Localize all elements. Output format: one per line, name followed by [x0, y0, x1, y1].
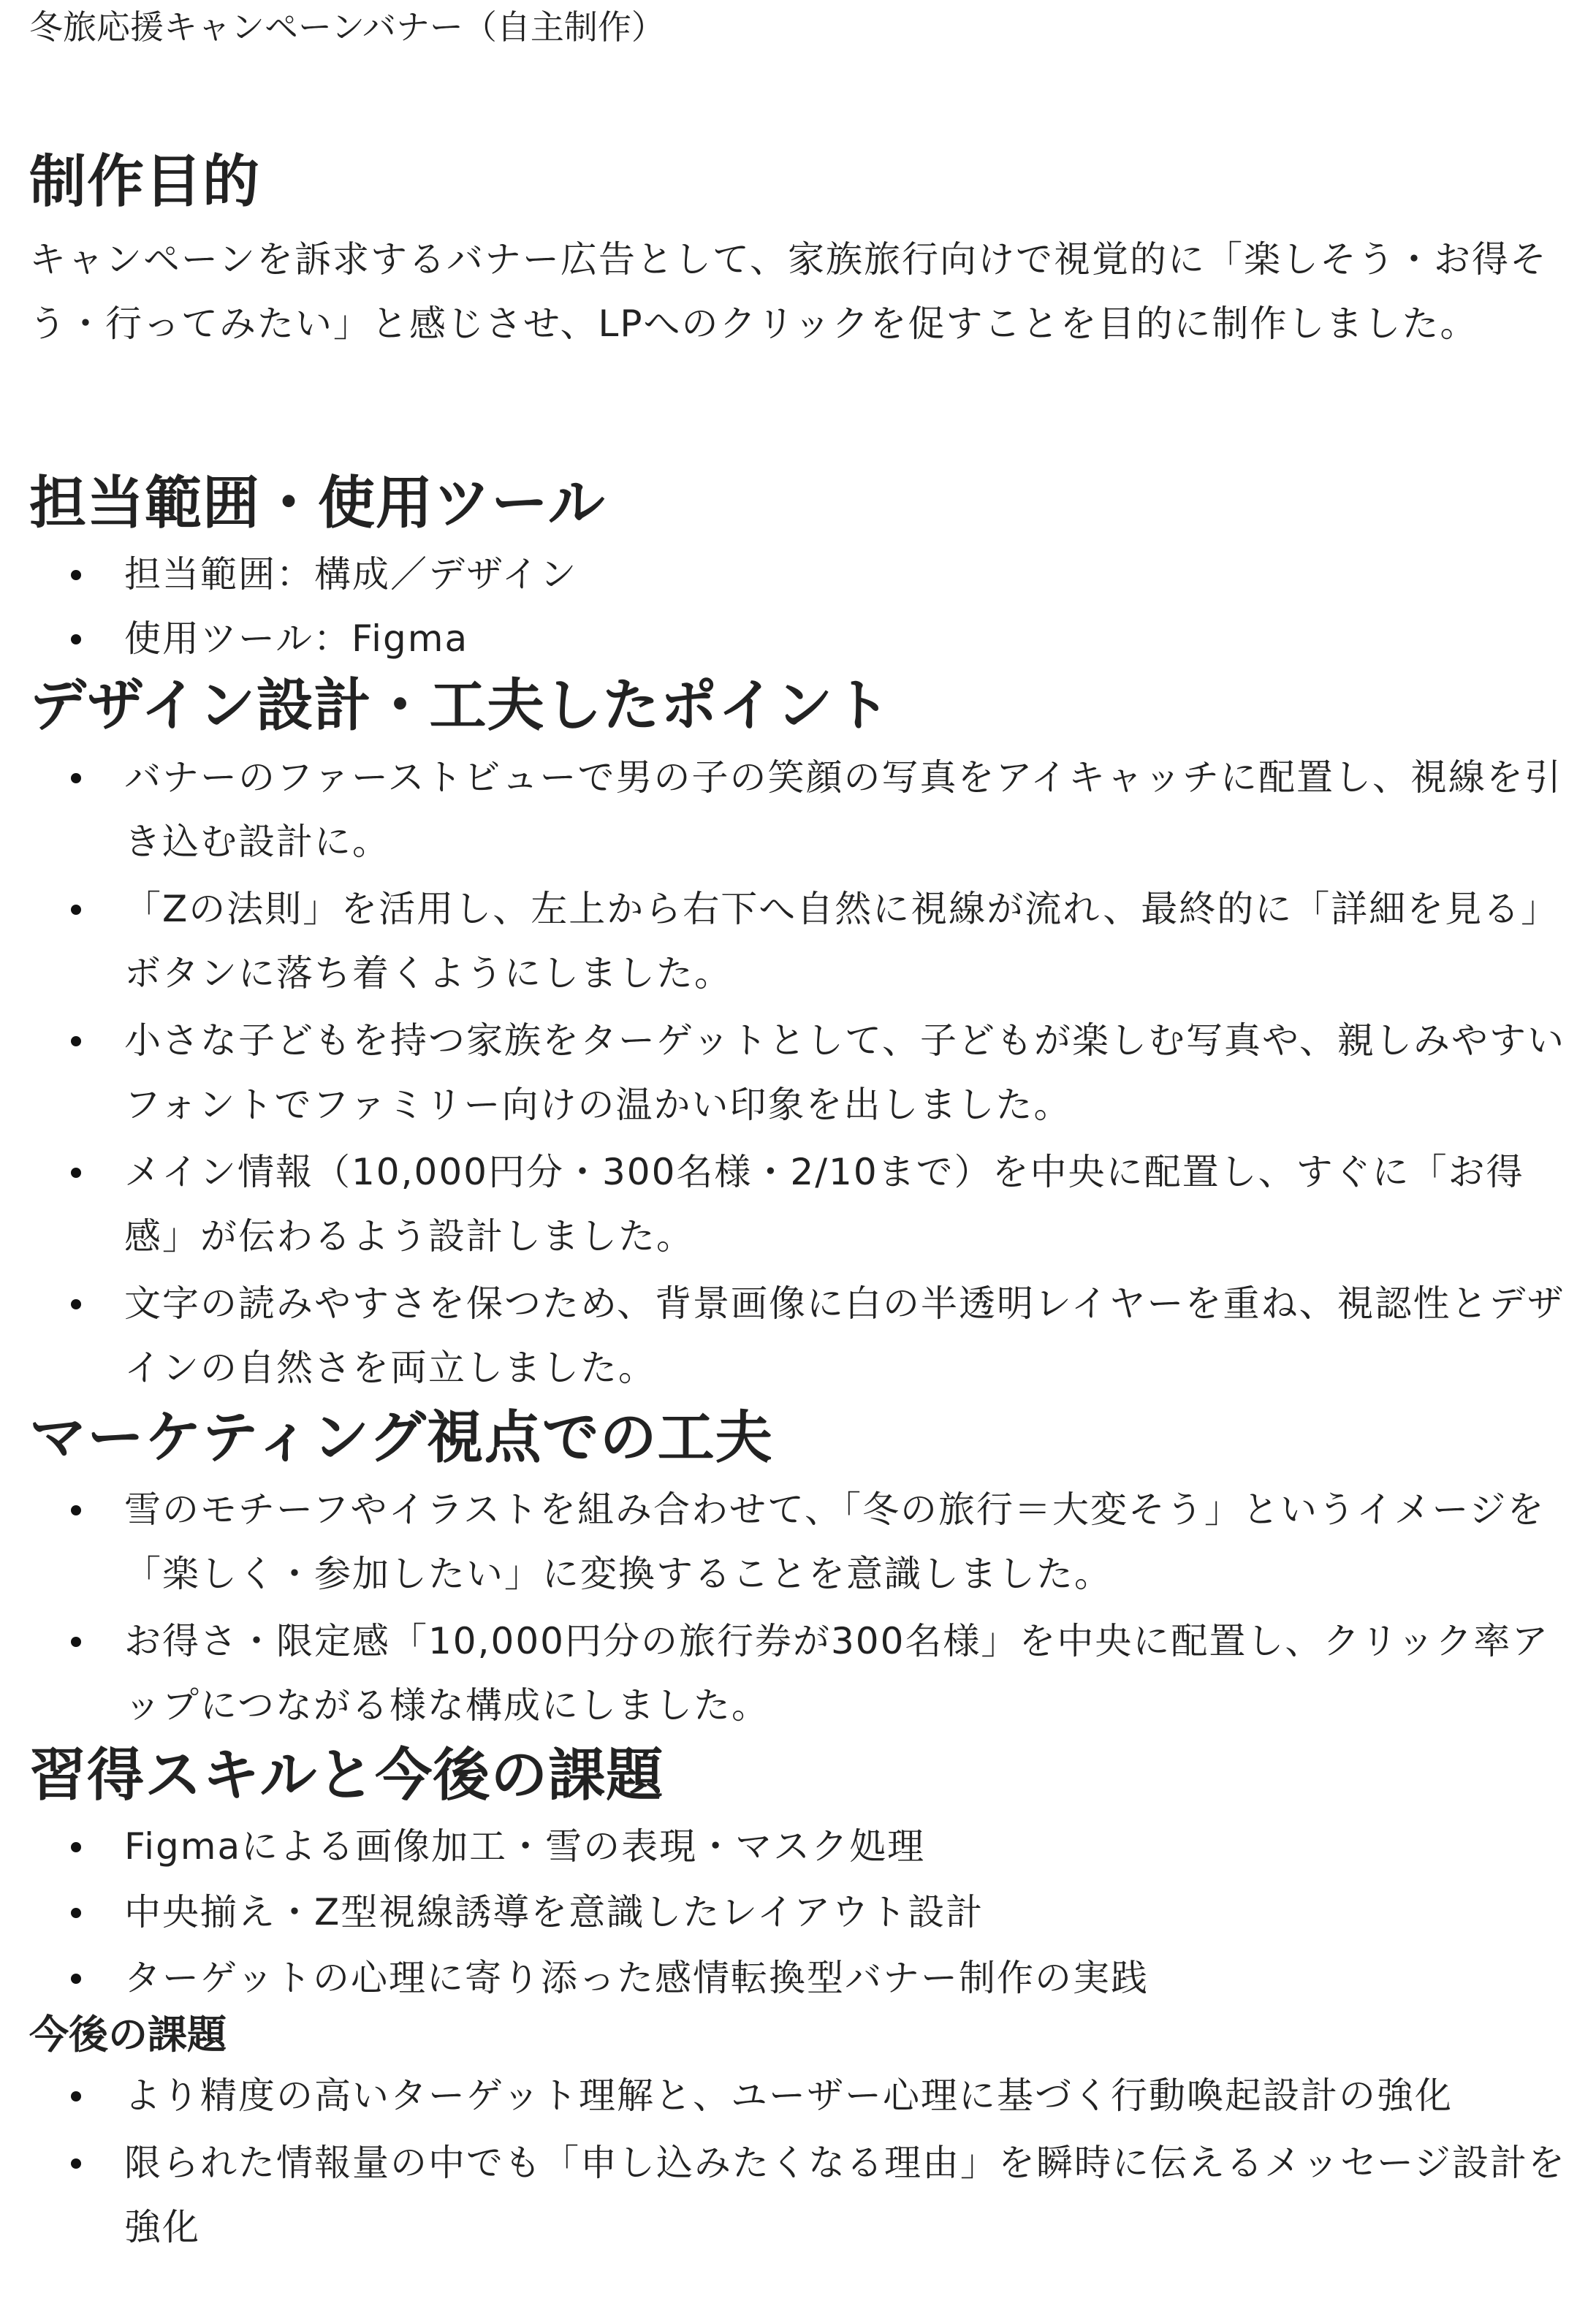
- section-heading-scope-tools: 担当範囲・使用ツール: [29, 470, 606, 536]
- section-purpose: [29, 148, 1567, 356]
- section-skills: [29, 1742, 1567, 2259]
- list-item: ターゲットの心理に寄り添った感情転換型バナー制作の実践: [29, 1946, 1567, 2010]
- scope-tools-list: [29, 542, 1567, 671]
- list-item: 中央揃え・Z型視線誘導を意識したレイアウト設計: [29, 1880, 1567, 1944]
- section-heading-marketing: マーケティング視点での工夫: [29, 1404, 773, 1471]
- list-item: より精度の高いターゲット理解と、ユーザー心理に基づく行動喚起設計の強化: [29, 2063, 1567, 2128]
- list-item: お得さ・限定感「10,000円分の旅行券が300名様」を中央に配置し、クリック率アップにつながる様な構成にしました。: [29, 1609, 1567, 1738]
- list-item: Figmaによる画像加工・雪の表現・マスク処理: [29, 1814, 1567, 1879]
- section-heading-design-points: デザイン設計・工夫したポイント: [29, 673, 892, 739]
- design-points-list: [29, 745, 1567, 1400]
- subheading-future-challenges: 今後の課題: [29, 2012, 227, 2058]
- list-item: 文字の読みやすさを保つため、背景画像に白の半透明レイヤーを重ね、視認性とデザインの自然さを両立しました。: [29, 1271, 1567, 1400]
- document-title: 冬旅応援キャンペーンバナー（自主制作）: [29, 7, 665, 47]
- list-item: 限られた情報量の中でも「申し込みたくなる理由」を瞬時に伝えるメッセージ設計を強化: [29, 2131, 1567, 2259]
- section-heading-skills: 習得スキルと今後の課題: [29, 1742, 664, 1808]
- purpose-paragraph: キャンペーンを訴求するバナー広告として、家族旅行向けで視覚的に「楽しそう・お得そう・行ってみたい」と感じさせ、LPへのクリックを促すことを目的に制作しました。: [29, 237, 1548, 345]
- list-item: 「Zの法則」を活用し、左上から右下へ自然に視線が流れ、最終的に「詳細を見る」ボタンに落ち着くようにしました。: [29, 877, 1567, 1005]
- skills-list: [29, 1814, 1567, 2010]
- list-item-tool: 使用ツール：Figma: [29, 606, 1567, 671]
- section-design-points: [29, 672, 1567, 1400]
- document-page: [0, 7, 1596, 2309]
- list-item: メイン情報（10,000円分・300名様・2/10まで）を中央に配置し、すぐに「お得感」が伝わるよう設計しました。: [29, 1140, 1567, 1268]
- list-item: 小さな子どもを持つ家族をターゲットとして、子どもが楽しむ写真や、親しみやすいフォントでファミリー向けの温かい印象を出しました。: [29, 1008, 1567, 1137]
- section-heading-purpose: 制作目的: [29, 149, 261, 216]
- section-marketing: [29, 1404, 1567, 1738]
- future-challenges-list: [29, 2063, 1567, 2259]
- section-scope-tools: [29, 470, 1567, 672]
- list-item: バナーのファーストビューで男の子の笑顔の写真をアイキャッチに配置し、視線を引き込む設計に。: [29, 745, 1567, 874]
- marketing-list: [29, 1477, 1567, 1738]
- list-item: 雪のモチーフやイラストを組み合わせて、「冬の旅行＝大変そう」というイメージを「楽しく・参加したい」に変換することを意識しました。: [29, 1477, 1567, 1606]
- list-item-scope: 担当範囲：構成／デザイン: [29, 542, 1567, 606]
